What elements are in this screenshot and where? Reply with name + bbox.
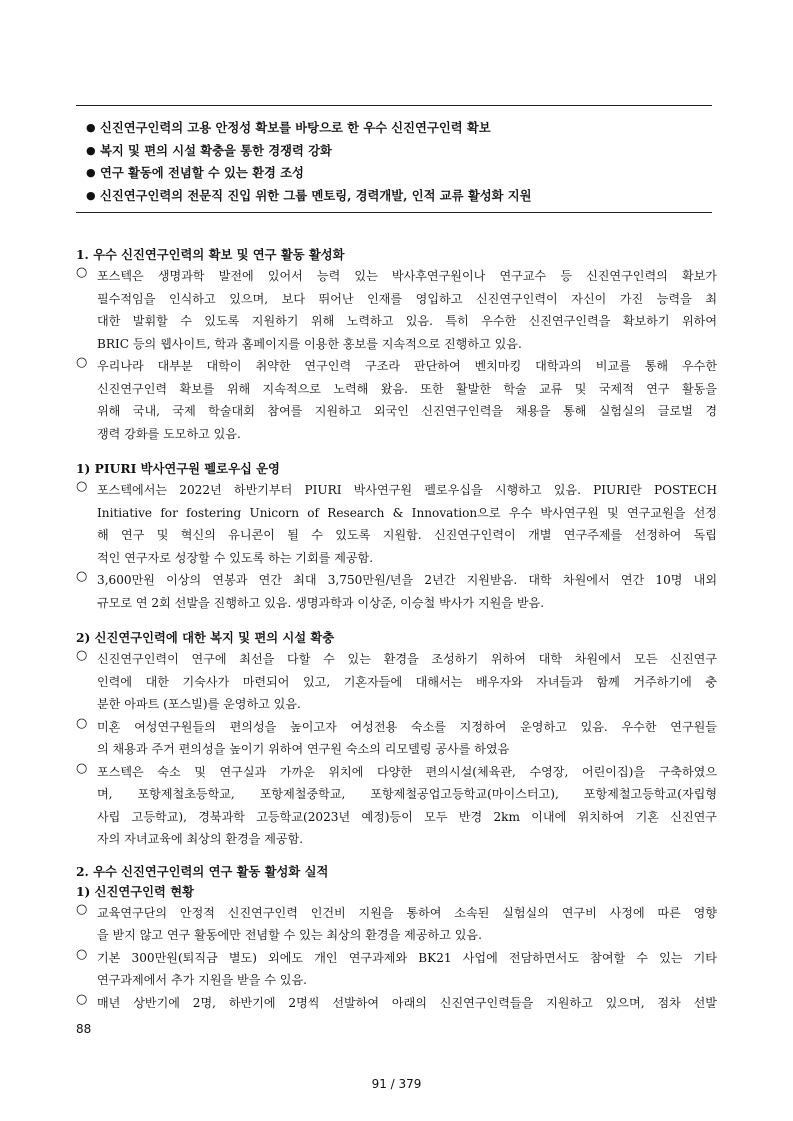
paragraph (76, 947, 717, 992)
text-line: 포스텍은 생명과학 발전에 있어서 능력 있는 박사후연구원이나 연구교수 등 신진연구인력의 확보가 (97, 269, 717, 283)
text-line: 포스텍은 숙소 및 연구실과 가까운 위치에 다양한 편의시설(체육관, 수영장, 어린이집)을 구축하였으 (97, 764, 717, 779)
text-line: 을 받지 않고 연구 활동에만 전념할 수 있는 최상의 환경을 제공하고 있음. (97, 928, 482, 942)
text-line: 신진연구인력 확보를 위해 지속적으로 노력해 왔음. 또한 활발한 학술 교류 및 국제적 연구 활동을 (97, 381, 717, 396)
text-line: 인력에 대한 기숙사가 마련되어 있고, 기혼자들에 대해서는 배우자와 자녀들과 함께 거주하기에 충 (97, 674, 717, 689)
text-line: 해 연구 및 혁신의 유니콘이 될 수 있도록 지원함. 신진연구인력이 개별 연구주제를 선정하여 독립 (97, 528, 717, 542)
text-line: 우리나라 대부분 대학이 취약한 연구인력 구조라 판단하여 벤치마킹 대학과의 비교를 통해 우수한 (97, 359, 717, 373)
circle-bullet-icon: ○ (76, 648, 88, 663)
paragraph (76, 569, 717, 614)
goal-item (86, 140, 706, 163)
page-number: 88 (76, 1022, 92, 1036)
goal-text: 연구 활동에 전념할 수 있는 환경 조성 (100, 165, 304, 180)
paragraph (76, 992, 717, 1015)
circle-bullet-icon: ○ (76, 265, 88, 280)
text-line: 의 채용과 주거 편의성을 높이기 위하여 연구원 숙소의 리모델링 공사를 하였음 (97, 742, 510, 756)
text-line: 며, 포항제철초등학교, 포항제철중학교, 포항제철공업고등학교(마이스터고), 포항제철고등학교(자립형 (97, 787, 717, 801)
section-heading: 1. 우수 신진연구인력의 확보 및 연구 활동 활성화 (76, 247, 345, 262)
bottom-rule (76, 212, 712, 213)
text-line: 미혼 여성연구원들의 편의성을 높이고자 여성전용 숙소를 지정하여 운영하고 있음. 우수한 연구원들 (97, 719, 717, 734)
text-line: 분한 아파트 (포스빌)를 운영하고 있음. (97, 697, 301, 711)
circle-bullet-icon: ○ (76, 991, 88, 1007)
circle-bullet-icon: ○ (76, 946, 88, 962)
paragraph (76, 265, 717, 355)
text-line: 쟁력 강화를 도모하고 있음. (97, 426, 241, 441)
goal-text: 복지 및 편의 시설 확충을 통한 경쟁력 강화 (100, 142, 332, 158)
section-heading: 2. 우수 신진연구인력의 연구 활동 활성화 실적 (76, 863, 329, 879)
text-line: 신진연구인력이 연구에 최선을 다할 수 있는 환경을 조성하기 위하여 대학 차원에서 모든 신진연구 (97, 652, 717, 666)
text-line: 포스텍에서는 2022년 하반기부터 PIURI 박사연구원 펠로우십을 시행하고 있음. PIURI란 POSTECH (97, 483, 717, 497)
text-line: 적인 연구자로 성장할 수 있도록 하는 기회를 제공함. (97, 550, 374, 565)
subsection-heading: 1) 신진연구인력 현황 (76, 883, 194, 899)
text-line: Initiative for fostering Unicorn of Research & Innovation으로 우수 박사연구원 및 연구교원을 선정 (97, 505, 717, 520)
text-line: 연구과제에서 추가 지원을 받을 수 있음. (97, 973, 307, 987)
text-line: 자의 자녀교육에 최상의 환경을 제공함. (97, 832, 304, 846)
goal-item (86, 117, 706, 140)
circle-bullet-icon: ○ (76, 715, 88, 731)
paragraph (76, 355, 717, 445)
goal-text: 신진연구인력의 고용 안정성 확보를 바탕으로 한 우수 신진연구인력 확보 (100, 120, 491, 135)
bullet-icon: ● (86, 143, 96, 157)
subsection-heading: 1) PIURI 박사연구원 펠로우십 운영 (76, 461, 280, 476)
goal-text: 신진연구인력의 전문직 진입 위한 그룹 멘토링, 경력개발, 인적 교류 활성화 지원 (100, 187, 532, 203)
text-line: 대한 발휘할 수 있도록 지원하기 위해 노력하고 있음. 특히 우수한 신진연구인력을 확보하기 위하여 (97, 314, 717, 328)
page-indicator: 91 / 379 (371, 1077, 422, 1091)
circle-bullet-icon: ○ (76, 569, 88, 584)
top-rule (76, 105, 712, 106)
text-line: 사립 고등학교), 경북과학 고등학교(2023년 예정)등이 모두 반경 2km 이내에 위치하여 기혼 신진연구 (97, 809, 717, 824)
paragraph (76, 761, 717, 851)
text-line: 위해 국내, 국제 학술대회 참여를 지원하고 외국인 신진연구인력을 채용을 통해 실험실의 글로벌 경 (97, 404, 717, 418)
text-line: 규모로 연 2회 선발을 진행하고 있음. 생명과학과 이상준, 이승철 박사가 지원을 받음. (97, 595, 545, 610)
text-line: 필수적임을 인식하고 있으며, 보다 뛰어난 인재를 영입하고 신진연구인력이 자신이 가진 능력을 최 (97, 291, 717, 306)
subsection-heading: 2) 신진연구인력에 대한 복지 및 편의 시설 확충 (76, 630, 335, 645)
goals-list (86, 117, 706, 207)
bullet-icon: ● (86, 121, 96, 134)
text-line: 교육연구단의 안정적 신진연구인력 인건비 지원을 통하여 소속된 실험실의 연구비 사정에 따른 영향 (97, 905, 717, 920)
circle-bullet-icon: ○ (76, 479, 88, 494)
text-line: 3,600만원 이상의 연봉과 연간 최대 3,750만원/년을 2년간 지원받음. 대학 차원에서 연간 10명 내외 (97, 573, 717, 587)
paragraph (76, 648, 717, 716)
circle-bullet-icon: ○ (76, 901, 88, 917)
goal-item (86, 162, 706, 185)
paragraph (76, 902, 717, 947)
text-line: 매년 상반기에 2명, 하반기에 2명씩 선발하여 아래의 신진연구인력들을 지원하고 있으며, 점차 선발 (97, 995, 717, 1010)
circle-bullet-icon: ○ (76, 760, 88, 776)
paragraph (76, 479, 717, 569)
text-line: BRIC 등의 웹사이트, 학과 홈페이지를 이용한 홍보를 지속적으로 진행하고 있음. (97, 336, 522, 351)
circle-bullet-icon: ○ (76, 355, 88, 370)
bullet-icon: ● (86, 188, 96, 202)
goal-item (86, 185, 706, 208)
main-content (76, 245, 717, 1014)
paragraph (76, 716, 717, 761)
bullet-icon: ● (86, 166, 96, 179)
text-line: 기본 300만원(퇴직금 별도) 외에도 개인 연구과제와 BK21 사업에 전담하면서도 참여할 수 있는 기타 (97, 950, 717, 965)
